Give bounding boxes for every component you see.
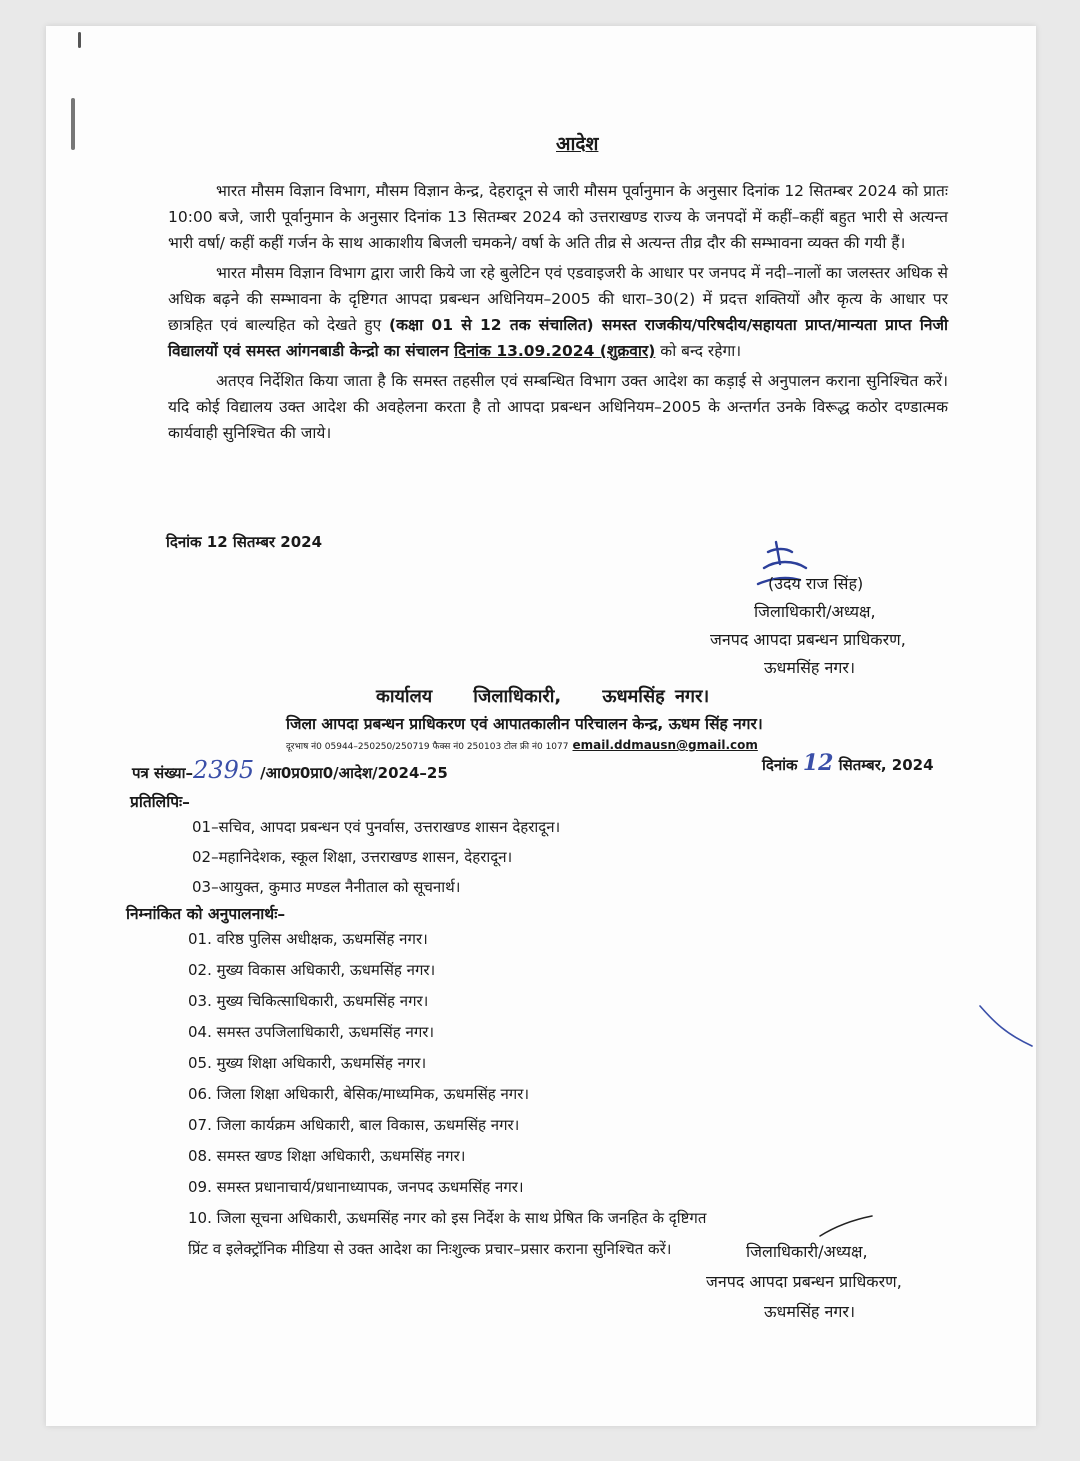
compliance-item: 04. समस्त उपजिलाधिकारी, ऊधमसिंह नगर।: [188, 1023, 435, 1041]
signatory2-location: ऊधमसिंह नगर।: [764, 1302, 856, 1321]
pen-stroke-2: [816, 1212, 876, 1242]
compliance-item: 07. जिला कार्यक्रम अधिकारी, बाल विकास, ऊधमसिंह नगर।: [188, 1116, 520, 1134]
signature-block-2: [706, 1240, 902, 1322]
paragraph-3: अतएव निर्देशित किया जाता है कि समस्त तहसील एवं सम्बन्धित विभाग उक्त आदेश का कड़ाई से अनुपालन कराना सुनिश्चित करें। यदि कोई विद्यालय उक्त आदेश की अवहेलना करता है तो आपदा प्रबन्धन अधिनियम–2005 के अन्तर्गत उनके विरूद्ध कठोर दण्डात्मक कार्यवाही सुनिश्चित की जाये।: [168, 372, 948, 442]
copy-list: [192, 812, 560, 902]
paragraph-2-text: भारत मौसम विज्ञान विभाग द्वारा जारी किये जा रहे बुलेटिन एवं एडवाइजरी के आधार पर जनपद में नदी–नालों का जलस्तर अधिक से अधिक बढ़ने की सम्भावना के दृष्टिगत आपदा प्रबन्धन अधिनियम–2005 की धारा–30(2) में प्रदत्त शक्तियों और कृत्य के आधार पर छात्रहित एवं बाल्यहित को देखते हुए: [168, 264, 948, 334]
paragraph-2: [168, 260, 948, 364]
order-title: आदेश: [556, 133, 599, 155]
signatory-designation: जिलाधिकारी/अध्यक्ष,: [754, 602, 876, 621]
office-contact: [286, 738, 758, 752]
order-date: दिनांक 12 सितम्बर 2024: [166, 533, 323, 551]
letter-number: [132, 756, 448, 784]
compliance-item-continued: प्रिंट व इलेक्ट्रॉनिक मीडिया से उक्त आदेश का निःशुल्क प्रचार–प्रसार कराना सुनिश्चित करें।: [188, 1240, 672, 1258]
office-subtitle: जिला आपदा प्रबन्धन प्राधिकरण एवं आपातकालीन परिचालन केन्द्र, ऊधम सिंह नगर।: [286, 715, 763, 733]
signature-block-1: [710, 572, 906, 678]
compliance-item: 10. जिला सूचना अधिकारी, ऊधमसिंह नगर को इस निर्देश के साथ प्रेषित कि जनहित के दृष्टिगत: [188, 1209, 707, 1227]
closure-date: दिनांक 13.09.2024 (शुक्रवार): [454, 342, 656, 360]
letter-number-handwritten: 2395: [193, 756, 255, 784]
letter-date: [762, 750, 934, 776]
signatory-authority: जनपद आपदा प्रबन्धन प्राधिकरण,: [710, 630, 906, 649]
order-body: [168, 178, 948, 446]
compliance-item: 08. समस्त खण्ड शिक्षा अधिकारी, ऊधमसिंह नगर।: [188, 1147, 466, 1165]
copy-item: 01–सचिव, आपदा प्रबन्धन एवं पुनर्वास, उत्तराखण्ड शासन देहरादून।: [192, 818, 561, 836]
paragraph-2-bold: (कक्षा 01 से 12 तक संचालित) समस्त राजकीय/परिषदीय/सहायता प्राप्त/मान्यता प्राप्त निजी विद्यालयों एवं समस्त आंगनबाडी केन्द्रो का संचालन: [168, 316, 948, 360]
office-title: कार्यालय जिलाधिकारी, ऊधमसिंह नगर।: [376, 686, 710, 707]
contact-numbers: दूरभाष नं0 05944–250250/250719 फैक्स नं0 250103 टोल फ्री नं0 1077: [286, 742, 569, 752]
copy-item: 02–महानिदेशक, स्कूल शिक्षा, उत्तराखण्ड शासन, देहरादून।: [192, 848, 513, 866]
signatory-name: (उदय राज सिंह): [768, 574, 864, 593]
letter-date-handwritten: 12: [802, 750, 834, 776]
letter-date-suffix: सितम्बर, 2024: [838, 756, 934, 774]
compliance-item: 05. मुख्य शिक्षा अधिकारी, ऊधमसिंह नगर।: [188, 1054, 427, 1072]
office-email[interactable]: email.ddmausn@gmail.com: [572, 738, 758, 752]
paragraph-2-end: को बन्द रहेगा।: [655, 342, 742, 360]
staple-mark: [71, 98, 75, 150]
signatory2-designation: जिलाधिकारी/अध्यक्ष,: [746, 1242, 868, 1261]
compliance-item: 03. मुख्य चिकित्साधिकारी, ऊधमसिंह नगर।: [188, 992, 429, 1010]
copy-item: 03–आयुक्त, कुमाउ मण्डल नैनीताल को सूचनार्थ।: [192, 878, 461, 896]
compliance-heading: निम्नांकित को अनुपालनार्थः–: [126, 905, 286, 923]
copy-heading: प्रतिलिपिः–: [130, 793, 190, 811]
compliance-item: 09. समस्त प्रधानाचार्य/प्रधानाध्यापक, जनपद ऊधमसिंह नगर।: [188, 1178, 524, 1196]
compliance-item: 06. जिला शिक्षा अधिकारी, बेसिक/माध्यमिक, ऊधमसिंह नगर।: [188, 1085, 530, 1103]
compliance-list: [188, 924, 706, 1265]
signatory-location: ऊधमसिंह नगर।: [764, 658, 856, 677]
compliance-item: 01. वरिष्ठ पुलिस अधीक्षक, ऊधमसिंह नगर।: [188, 930, 428, 948]
letter-date-prefix: दिनांक: [762, 756, 798, 774]
letter-suffix: /आ0प्र0प्रा0/आदेश/2024–25: [260, 764, 448, 782]
compliance-item: 02. मुख्य विकास अधिकारी, ऊधमसिंह नगर।: [188, 961, 436, 979]
staple-mark-top: [78, 32, 81, 48]
paragraph-1: भारत मौसम विज्ञान विभाग, मौसम विज्ञान केन्द्र, देहरादून से जारी मौसम पूर्वानुमान के अनुसार दिनांक 12 सितम्बर 2024 को प्रातः 10:00 बजे, जारी पूर्वानुमान के अनुसार दिनांक 13 सितम्बर 2024 को उत्तराखण्ड राज्य के जनपदों में कहीं–कहीं बहुत भारी से अत्यन्त भारी वर्षा/ कहीं कहीं गर्जन के साथ आकाशीय बिजली चमकने/ वर्षा के अति तीव्र से अत्यन्त तीव्र दौर की सम्भावना व्यक्त की गयी हैं।: [168, 182, 948, 252]
letter-prefix: पत्र संख्या–: [132, 764, 194, 782]
pen-stroke: [976, 1002, 1036, 1052]
signatory2-authority: जनपद आपदा प्रबन्धन प्राधिकरण,: [706, 1272, 902, 1291]
document-sheet: [46, 26, 1036, 1426]
